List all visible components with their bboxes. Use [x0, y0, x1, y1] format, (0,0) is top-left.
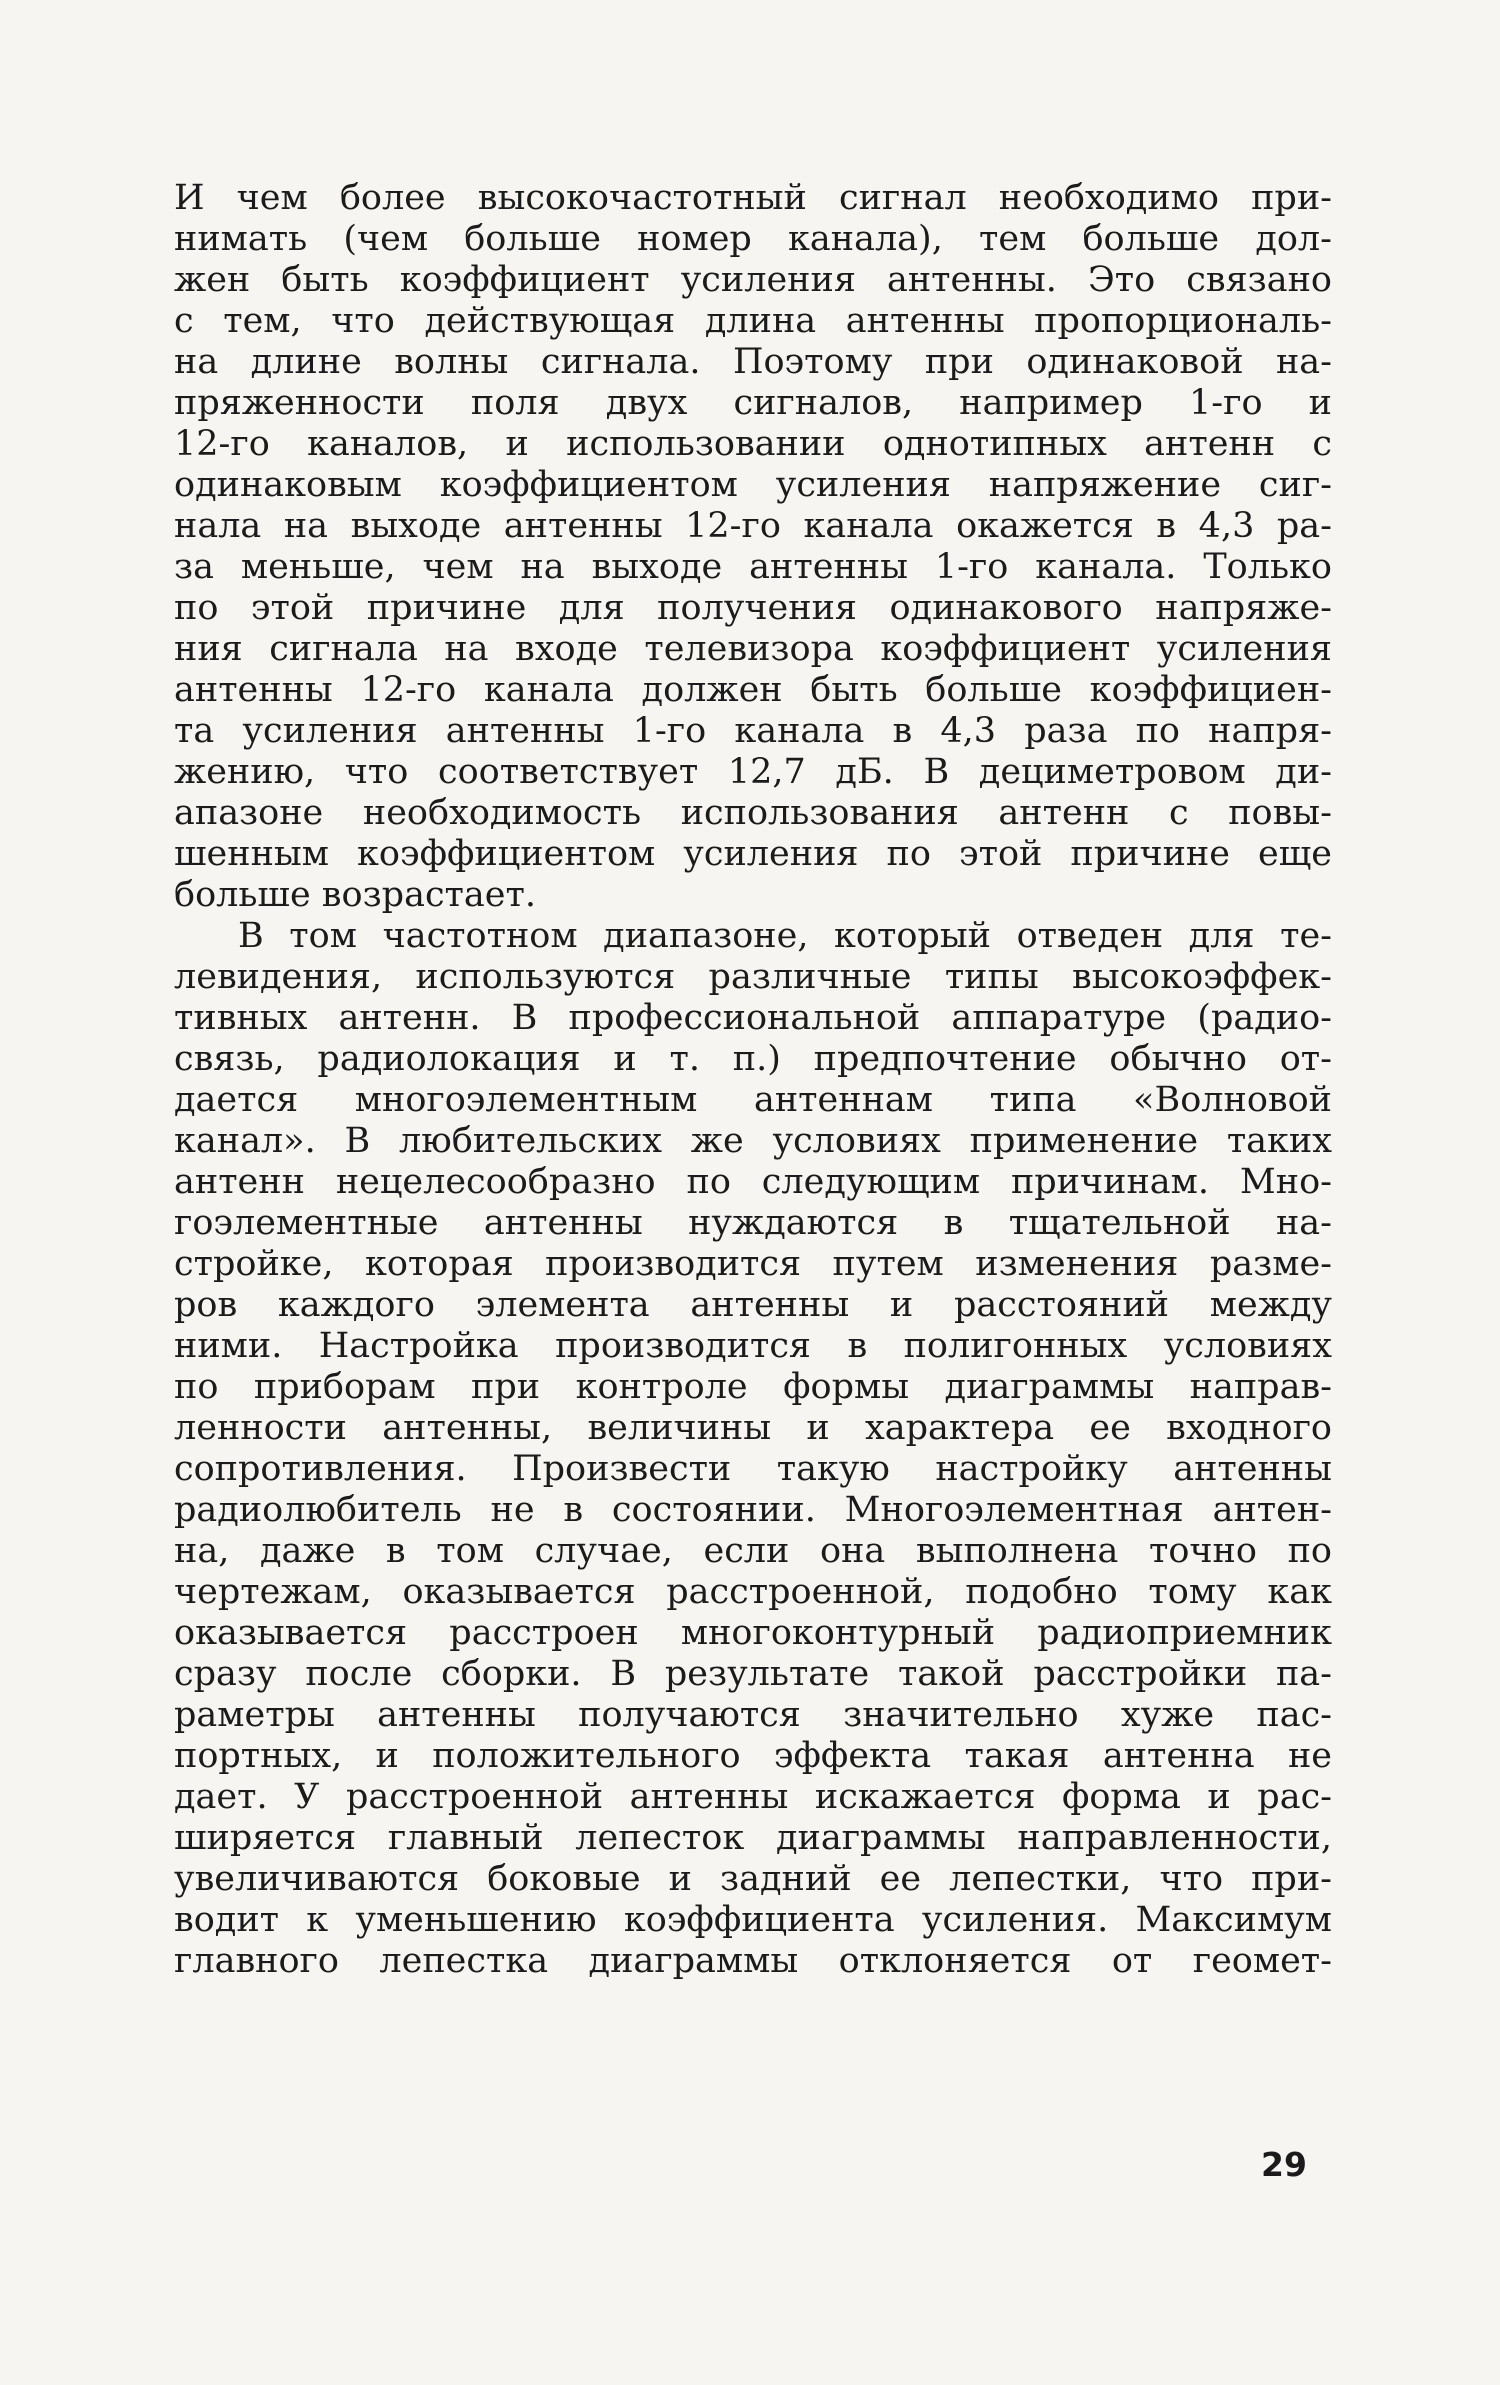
text-line: тивных антенн. В профессиональной аппаратуре (радио- [174, 998, 1332, 1038]
text-line: та усиления антенны 1-го канала в 4,3 раза по напря- [174, 711, 1332, 751]
text-line: нала на выходе антенны 12-го канала окажется в 4,3 ра- [174, 506, 1332, 546]
text-line: левидения, используются различные типы высокоэффек- [174, 957, 1332, 997]
text-line: чертежам, оказывается расстроенной, подобно тому как [174, 1572, 1332, 1612]
text-line: стройке, которая производится путем изменения разме- [174, 1244, 1332, 1284]
body-text [174, 178, 1332, 1982]
text-line: больше возрастает. [174, 875, 536, 915]
text-line: антенн нецелесообразно по следующим причинам. Мно- [174, 1162, 1332, 1202]
text-line: ними. Настройка производится в полигонных условиях [174, 1326, 1332, 1366]
text-line: нимать (чем больше номер канала), тем больше дол- [174, 219, 1332, 259]
paragraph-1 [174, 178, 1332, 916]
text-line: ленности антенны, величины и характера ее входного [174, 1408, 1332, 1448]
text-line: главного лепестка диаграммы отклоняется от геомет- [174, 1941, 1332, 1981]
page-number: 29 [1261, 2145, 1307, 2184]
text-line: за меньше, чем на выходе антенны 1-го канала. Только [174, 547, 1332, 587]
text-line: на длине волны сигнала. Поэтому при одинаковой на- [174, 342, 1332, 382]
text-line: по этой причине для получения одинакового напряже- [174, 588, 1332, 628]
text-line: жен быть коэффициент усиления антенны. Это связано [174, 260, 1332, 300]
text-line: гоэлементные антенны нуждаются в тщательной на- [174, 1203, 1332, 1243]
text-line: ширяется главный лепесток диаграммы направленности, [174, 1818, 1332, 1858]
text-line: водит к уменьшению коэффициента усиления. Максимум [174, 1900, 1332, 1940]
text-line: жению, что соответствует 12,7 дБ. В дециметровом ди- [174, 752, 1332, 792]
text-line: связь, радиолокация и т. п.) предпочтение обычно от- [174, 1039, 1332, 1079]
text-line: раметры антенны получаются значительно хуже пас- [174, 1695, 1332, 1735]
text-line: радиолюбитель не в состоянии. Многоэлементная антен- [174, 1490, 1332, 1530]
text-line: сопротивления. Произвести такую настройку антенны [174, 1449, 1332, 1489]
text-line: портных, и положительного эффекта такая антенна не [174, 1736, 1332, 1776]
text-line: шенным коэффициентом усиления по этой причине еще [174, 834, 1332, 874]
text-line: В том частотном диапазоне, который отведен для те- [238, 916, 1332, 956]
text-line: увеличиваются боковые и задний ее лепестки, что при- [174, 1859, 1332, 1899]
text-line: дает. У расстроенной антенны искажается форма и рас- [174, 1777, 1332, 1817]
text-line: на, даже в том случае, если она выполнена точно по [174, 1531, 1332, 1571]
text-line: по приборам при контроле формы диаграммы направ- [174, 1367, 1332, 1407]
text-line: канал». В любительских же условиях применение таких [174, 1121, 1332, 1161]
text-line: сразу после сборки. В результате такой расстройки па- [174, 1654, 1332, 1694]
text-line: антенны 12-го канала должен быть больше коэффициен- [174, 670, 1332, 710]
text-line: пряженности поля двух сигналов, например 1-го и [174, 383, 1332, 423]
text-line: дается многоэлементным антеннам типа «Волновой [174, 1080, 1332, 1120]
text-line: ров каждого элемента антенны и расстояний между [174, 1285, 1332, 1325]
text-line: ния сигнала на входе телевизора коэффициент усиления [174, 629, 1332, 669]
paragraph-2 [174, 916, 1332, 1982]
text-line: оказывается расстроен многоконтурный радиоприемник [174, 1613, 1332, 1653]
text-line: одинаковым коэффициентом усиления напряжение сиг- [174, 465, 1332, 505]
text-line: с тем, что действующая длина антенны пропорциональ- [174, 301, 1332, 341]
text-line: И чем более высокочастотный сигнал необходимо при- [174, 178, 1332, 218]
text-line: 12-го каналов, и использовании однотипных антенн с [174, 424, 1332, 464]
text-line: апазоне необходимость использования антенн с повы- [174, 793, 1332, 833]
